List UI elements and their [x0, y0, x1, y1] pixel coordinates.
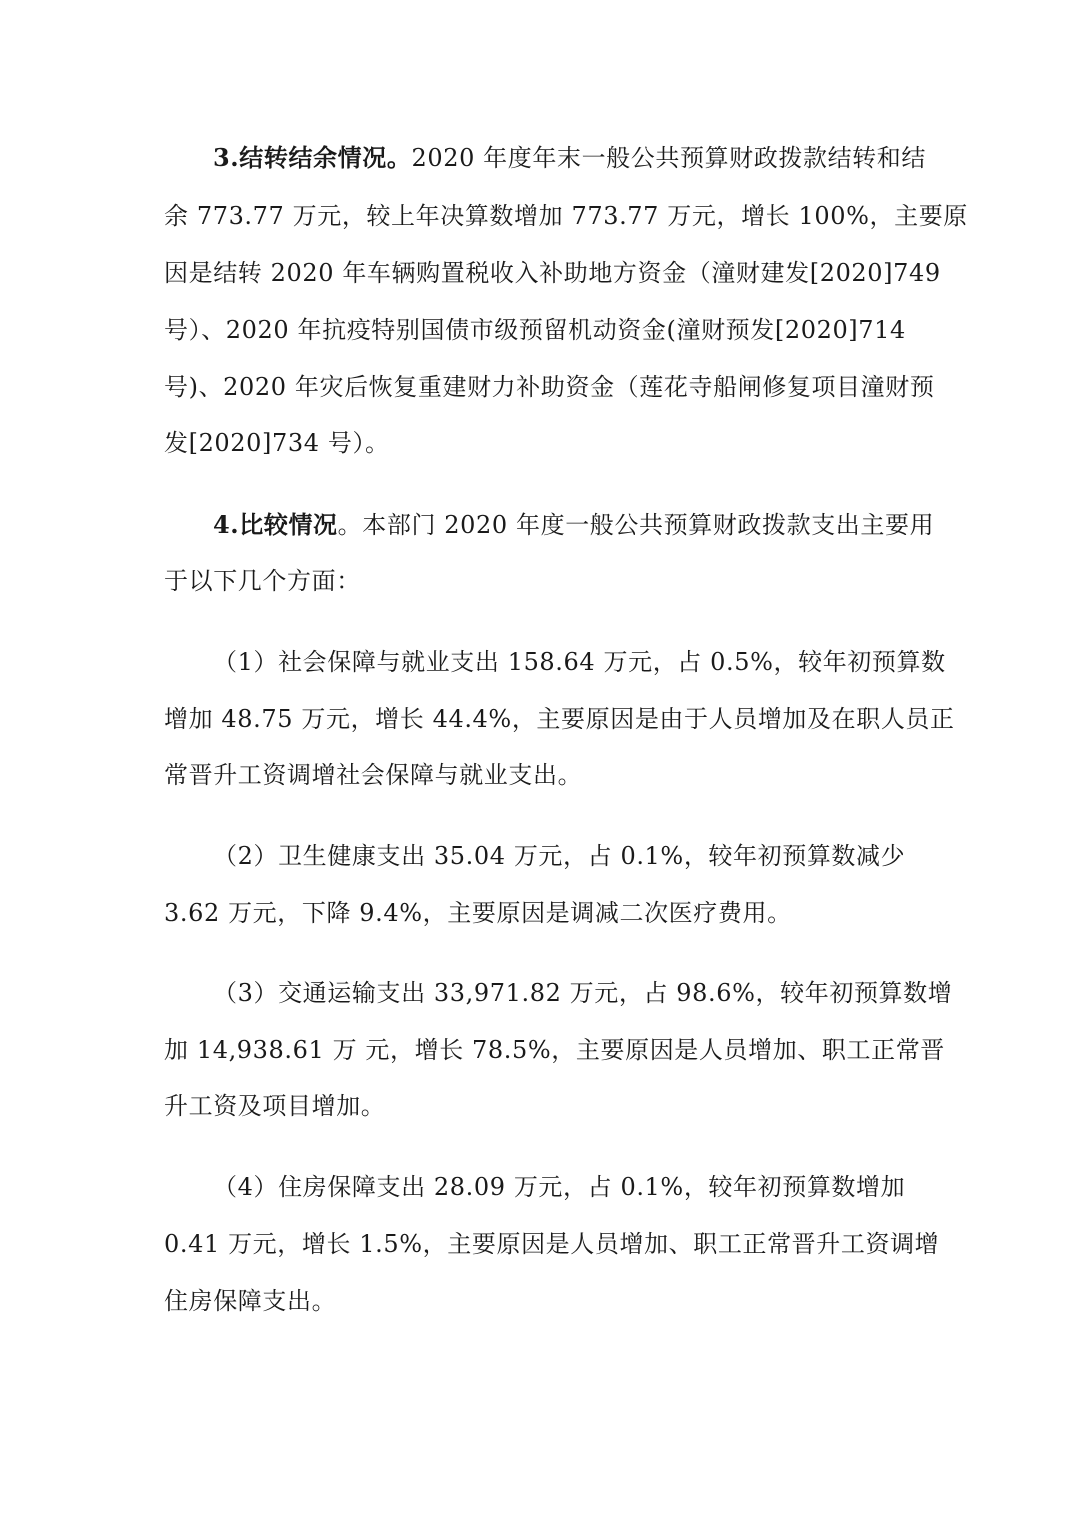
paragraph-item-1-line-3: 常晋升工资调增社会保障与就业支出。	[164, 761, 583, 789]
paragraph-item-3-line-2: 加 14,938.61 万 元，增长 78.5%，主要原因是人员增加、职工正常晋	[164, 1036, 945, 1064]
paragraph-carryover-line-2: 余 773.77 万元，较上年决算数增加 773.77 万元，增长 100%，主要原	[164, 202, 968, 230]
paragraph-item-4-line-3: 住房保障支出。	[164, 1287, 337, 1315]
carryover-text-1: 2020 年度年末一般公共预算财政拨款结转和结	[411, 144, 926, 172]
paragraph-item-2-line-2: 3.62 万元，下降 9.4%，主要原因是调减二次医疗费用。	[164, 899, 792, 927]
paragraph-item-3-line-3: 升工资及项目增加。	[164, 1092, 386, 1120]
paragraph-item-4-line-2: 0.41 万元，增长 1.5%，主要原因是人员增加、职工正常晋升工资调增	[164, 1230, 940, 1258]
paragraph-carryover-line-4: 号）、2020 年抗疫特别国债市级预留机动资金(潼财预发[2020]714	[164, 316, 906, 344]
heading-comparison: 4.比较情况	[213, 510, 338, 539]
comparison-text-1: 。本部门 2020 年度一般公共预算财政拨款支出主要用	[337, 511, 935, 539]
paragraph-item-4-line-1: （4）住房保障支出 28.09 万元，占 0.1%，较年初预算数增加	[213, 1173, 906, 1201]
paragraph-comparison-line-1	[213, 510, 934, 540]
paragraph-item-1-line-2: 增加 48.75 万元，增长 44.4%，主要原因是由于人员增加及在职人员正	[164, 705, 955, 733]
paragraph-comparison-line-2: 于以下几个方面：	[164, 567, 361, 595]
paragraph-carryover-line-6: 发[2020]734 号）。	[164, 429, 390, 457]
paragraph-carryover-line-1	[213, 143, 926, 173]
paragraph-item-3-line-1: （3）交通运输支出 33,971.82 万元，占 98.6%，较年初预算数增	[213, 979, 953, 1007]
paragraph-carryover-line-5: 号)、2020 年灾后恢复重建财力补助资金（莲花寺船闸修复项目潼财预	[164, 373, 935, 401]
paragraph-item-1-line-1: （1）社会保障与就业支出 158.64 万元，占 0.5%，较年初预算数	[213, 648, 946, 676]
paragraph-item-2-line-1: （2）卫生健康支出 35.04 万元，占 0.1%，较年初预算数减少	[213, 842, 906, 870]
heading-carryover: 3.结转结余情况。	[213, 143, 412, 172]
paragraph-carryover-line-3: 因是结转 2020 年车辆购置税收入补助地方资金（潼财建发[2020]749	[164, 259, 941, 287]
